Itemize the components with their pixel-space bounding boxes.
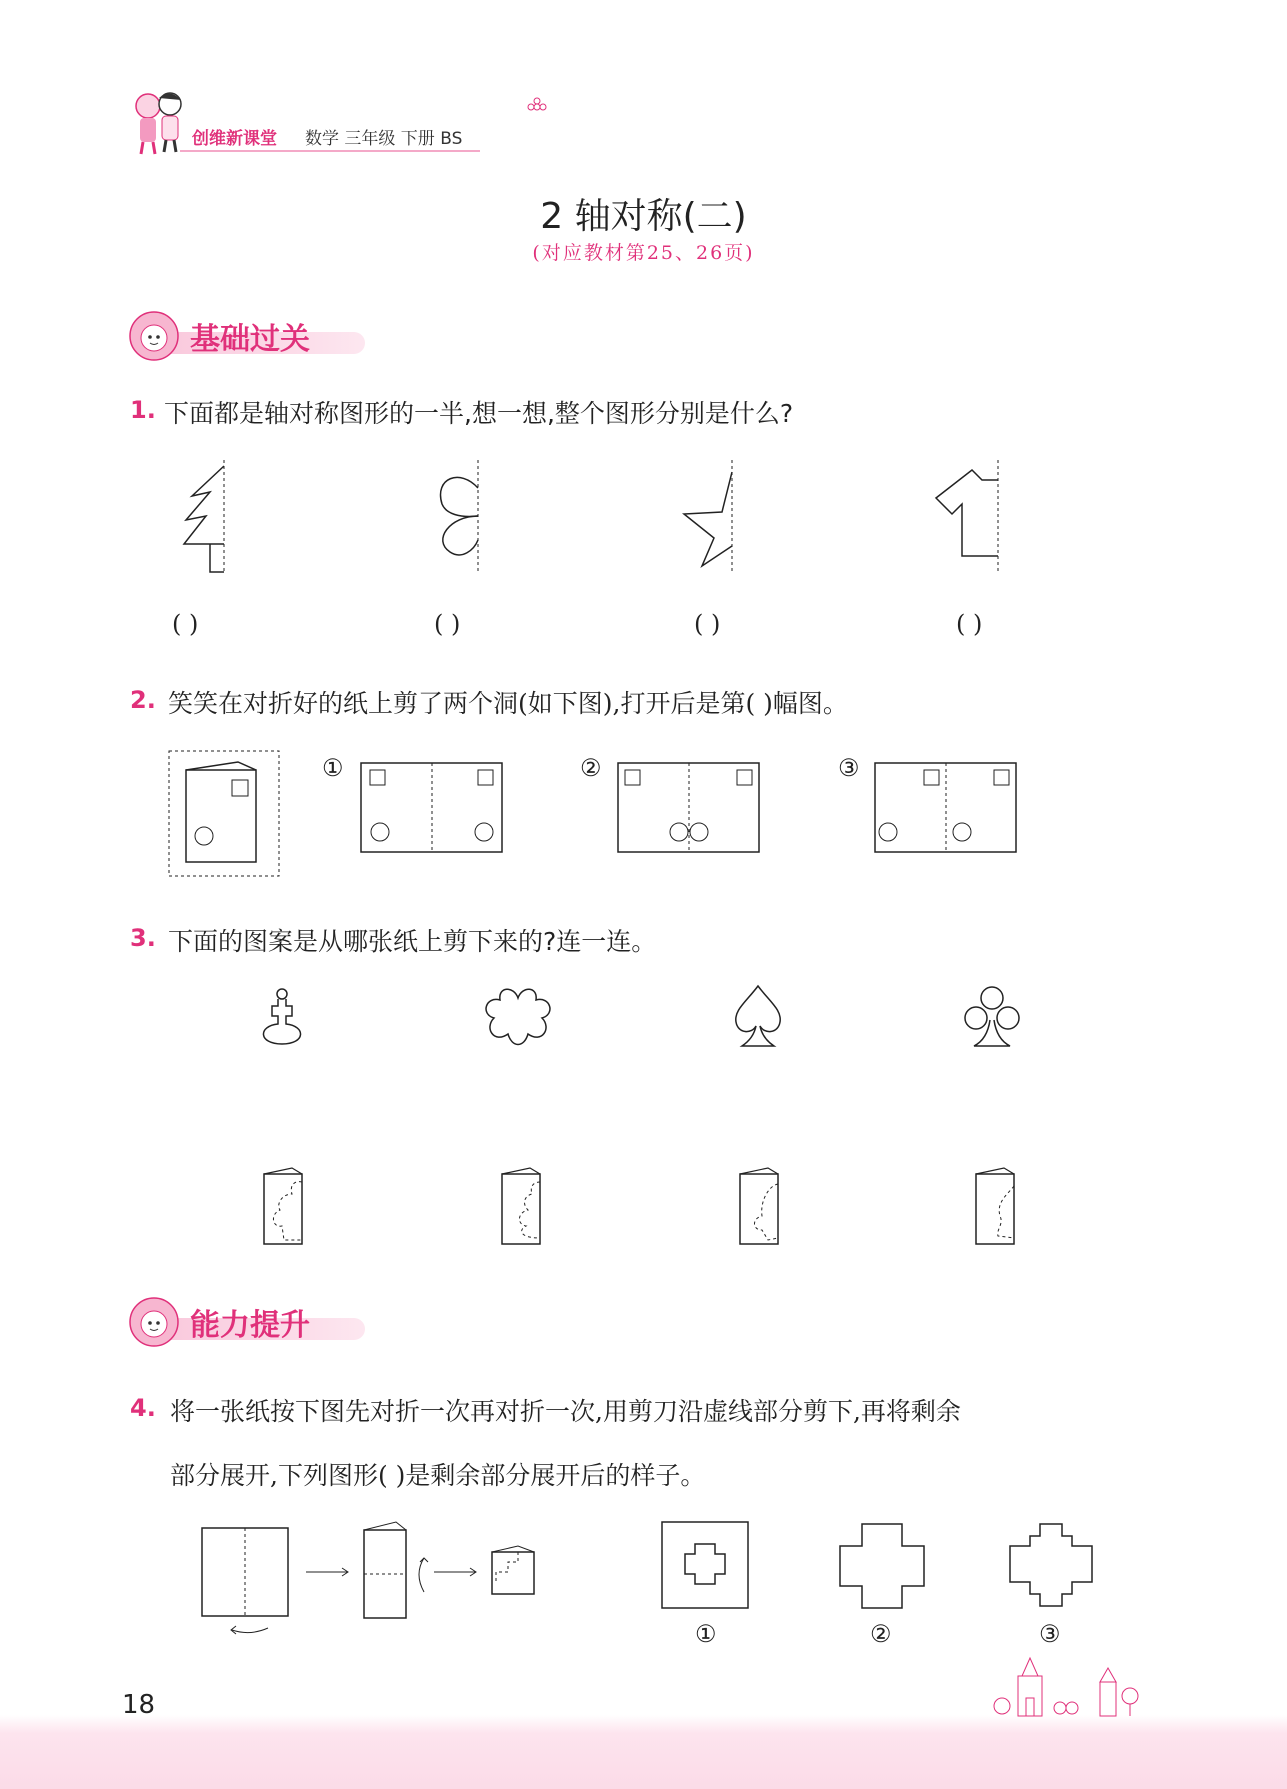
- folded-paper-4[interactable]: [974, 1166, 1018, 1246]
- flower-icon: [527, 97, 547, 117]
- option-label-1: ①: [322, 754, 344, 782]
- folding-process-figure: [198, 1518, 544, 1640]
- half-shirt-figure: [930, 458, 1010, 578]
- folded-paper-1[interactable]: [262, 1166, 306, 1246]
- club-pattern[interactable]: [962, 984, 1022, 1048]
- option-figure-3[interactable]: [874, 762, 1018, 854]
- header-info: 数学 三年级 下册 BS: [305, 129, 463, 149]
- option-shape-3[interactable]: [1006, 1520, 1096, 1610]
- question-text: 将一张纸按下图先对折一次再对折一次,用剪刀沿虚线部分剪下,再将剩余: [170, 1397, 961, 1426]
- question-text: 下面都是轴对称图形的一半,想一想,整个图形分别是什么?: [164, 399, 794, 428]
- kids-mascot-icon: [128, 88, 190, 156]
- answer-blank-2[interactable]: ( ): [434, 610, 461, 638]
- half-star-figure: [680, 458, 740, 578]
- answer-blank-4[interactable]: ( ): [956, 610, 983, 638]
- option-shape-1[interactable]: [660, 1520, 750, 1610]
- option-figure-2[interactable]: [617, 762, 761, 854]
- section-mascot-icon: [128, 310, 180, 362]
- option-label-3: ③: [1039, 1620, 1061, 1648]
- question-text: 下面的图案是从哪张纸上剪下来的?连一连。: [168, 927, 657, 956]
- question-number: 4.: [130, 1394, 156, 1422]
- page-title: 2 轴对称(二): [540, 196, 747, 237]
- half-butterfly-figure: [430, 458, 490, 578]
- question-number: 1.: [130, 396, 156, 424]
- folded-paper-3[interactable]: [738, 1166, 782, 1246]
- header-brand: 创维新课堂: [192, 129, 277, 149]
- castle-decoration-icon: [980, 1650, 1160, 1720]
- folded-paper-figure: [168, 750, 280, 878]
- option-label-1: ①: [695, 1620, 717, 1648]
- option-label-2: ②: [580, 754, 602, 782]
- page-subtitle: (对应教材第25、26页): [532, 242, 755, 264]
- half-tree-figure: [180, 458, 230, 578]
- question-text: 笑笑在对折好的纸上剪了两个洞(如下图),打开后是第( )幅图。: [168, 689, 848, 718]
- spade-pattern[interactable]: [732, 984, 784, 1048]
- question-number: 2.: [130, 686, 156, 714]
- option-label-2: ②: [870, 1620, 892, 1648]
- header-underline: [180, 150, 480, 152]
- section-title-advanced: 能力提升: [190, 1308, 310, 1343]
- section-title-basic: 基础过关: [190, 322, 310, 357]
- question-text-line2: 部分展开,下列图形( )是剩余部分展开后的样子。: [170, 1461, 706, 1490]
- answer-blank-1[interactable]: ( ): [172, 610, 199, 638]
- answer-blank-3[interactable]: ( ): [694, 610, 721, 638]
- flower-pattern[interactable]: [480, 984, 556, 1048]
- question-number: 3.: [130, 924, 156, 952]
- option-label-3: ③: [838, 754, 860, 782]
- footer-band: [0, 1715, 1287, 1789]
- chess-pawn-pattern[interactable]: [254, 986, 310, 1048]
- section-mascot-icon: [128, 1296, 180, 1348]
- option-shape-2[interactable]: [836, 1520, 928, 1610]
- page-number: 18: [122, 1690, 156, 1720]
- folded-paper-2[interactable]: [500, 1166, 544, 1246]
- option-figure-1[interactable]: [360, 762, 504, 854]
